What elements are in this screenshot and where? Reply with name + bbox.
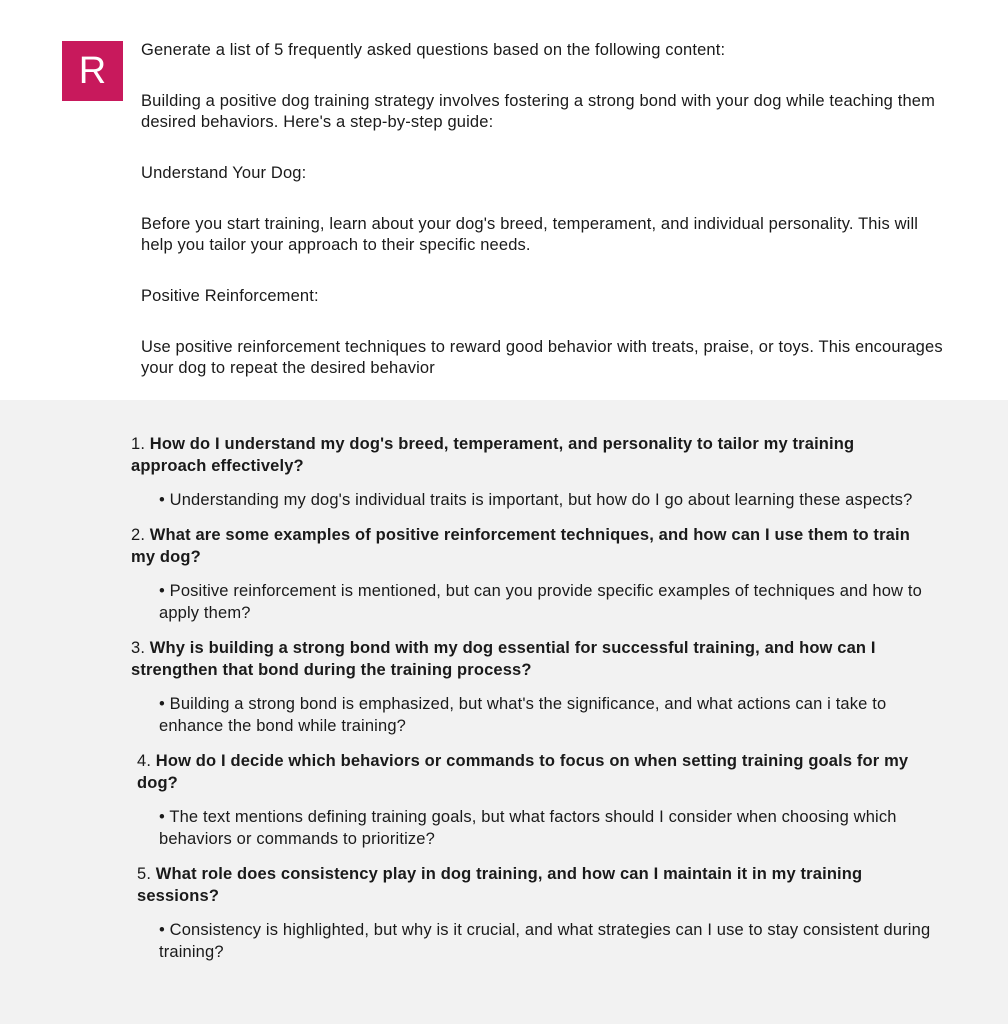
faq-question-text: What are some examples of positive reinforcement techniques, and how can I use them to train my dog? [131,526,910,566]
faq-item [131,750,931,850]
faq-item [131,524,931,624]
user-message-text [141,40,951,409]
faq-question [131,637,931,681]
faq-number: 1. [131,435,146,453]
faq-detail: • Positive reinforcement is mentioned, but can you provide specific examples of techniques and how to apply them? [159,582,922,622]
faq-item [131,863,931,963]
faq-detail: • The text mentions defining training goals, but what factors should I consider when choosing which behaviors or commands to prioritize? [159,808,897,848]
prompt-paragraph: Building a positive dog training strategy involves fostering a strong bond with your dog while teaching them desired behaviors. Here's a step-by-step guide: [141,92,935,131]
prompt-paragraph: Before you start training, learn about your dog's breed, temperament, and individual personality. This will help you tailor your approach to their specific needs. [141,215,919,254]
faq-question [137,750,931,794]
prompt-paragraph: Use positive reinforcement techniques to reward good behavior with treats, praise, or toys. This encourages your dog to repeat the desired behavior [141,338,943,377]
faq-detail: • Building a strong bond is emphasized, but what's the significance, and what actions can i take to enhance the bond while training? [159,695,887,735]
faq-question [137,863,931,907]
faq-number: 3. [131,639,146,657]
user-message [0,0,1008,400]
faq-question-text: How do I understand my dog's breed, temperament, and personality to tailor my training approach effectively? [131,435,855,475]
faq-question-text: Why is building a strong bond with my dog essential for successful training, and how can I strengthen that bond during the training process? [131,639,876,679]
user-avatar: R [62,41,123,101]
faq-item [131,433,931,511]
faq-question-text: What role does consistency play in dog training, and how can I maintain it in my training sessions? [137,865,863,905]
faq-item [131,637,931,737]
prompt-paragraph: Understand Your Dog: [141,164,307,182]
assistant-response [0,400,1008,1024]
faq-detail: • Consistency is highlighted, but why is it crucial, and what strategies can I use to stay consistent during training? [159,921,931,961]
faq-number: 5. [137,865,152,883]
faq-detail: • Understanding my dog's individual traits is important, but how do I go about learning these aspects? [159,491,913,509]
prompt-paragraph: Generate a list of 5 frequently asked questions based on the following content: [141,41,726,59]
faq-number: 2. [131,526,146,544]
faq-list [131,433,931,976]
faq-question [131,433,931,477]
prompt-paragraph: Positive Reinforcement: [141,287,319,305]
faq-question [131,524,931,568]
faq-number: 4. [137,752,152,770]
faq-question-text: How do I decide which behaviors or commands to focus on when setting training goals for my dog? [137,752,909,792]
